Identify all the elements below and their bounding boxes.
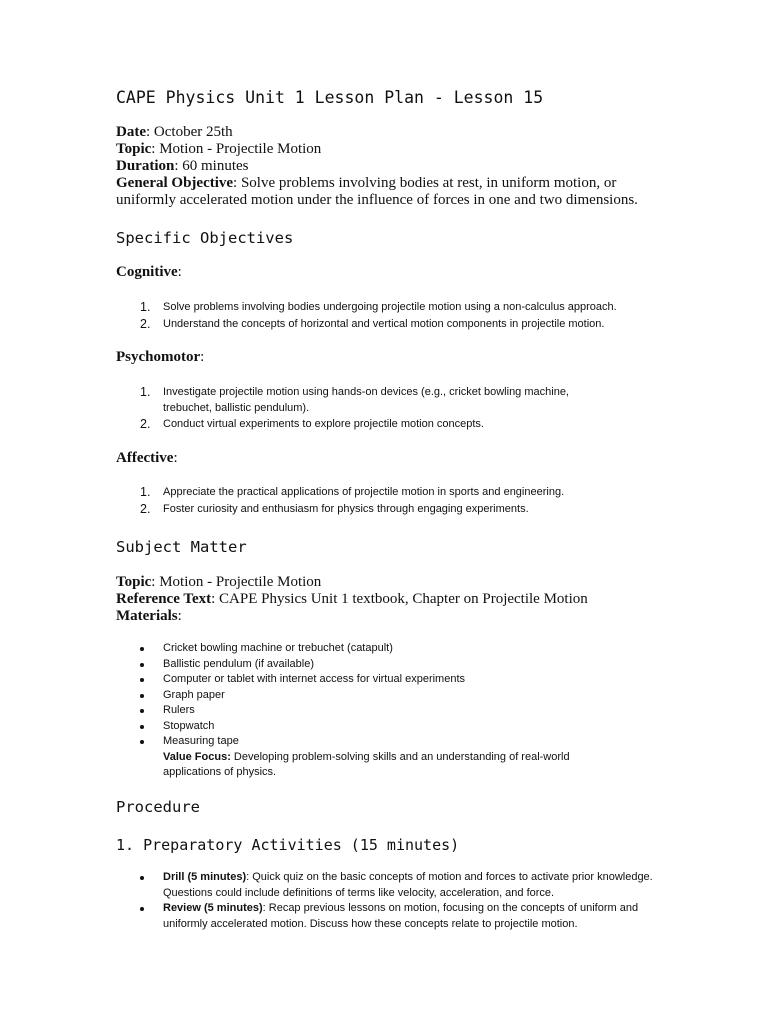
list-item: Rulers bbox=[116, 703, 676, 719]
drill-label: Drill (5 minutes) bbox=[163, 871, 247, 883]
affective-label: Affective: bbox=[116, 450, 178, 466]
bullet-icon bbox=[140, 694, 144, 698]
list-item bbox=[116, 870, 676, 901]
duration-label: Duration bbox=[116, 158, 175, 174]
general-objective-line bbox=[116, 175, 676, 209]
materials-list bbox=[116, 641, 676, 781]
topic-line bbox=[116, 141, 676, 158]
preparatory-activities-list bbox=[116, 870, 676, 932]
list-item: 2. Understand the concepts of horizontal and vertical motion components in projectile motion. bbox=[140, 316, 605, 331]
reference-line bbox=[116, 591, 676, 608]
list-item: Computer or tablet with internet access for virtual experiments bbox=[116, 672, 676, 688]
value-focus-text: Developing problem-solving skills and an understanding of real-world applications of physics. bbox=[163, 750, 570, 778]
subject-matter-meta bbox=[116, 574, 676, 625]
list-item: Measuring tape Value Focus: Developing problem-solving skills and an understanding of real-world applications of physics. bbox=[116, 734, 676, 781]
sm-topic-line bbox=[116, 574, 676, 591]
topic-label: Topic bbox=[116, 141, 152, 157]
bullet-icon bbox=[140, 725, 144, 729]
bullet-icon bbox=[140, 678, 144, 682]
page-title: CAPE Physics Unit 1 Lesson Plan - Lesson 15 bbox=[116, 88, 544, 107]
date-label: Date bbox=[116, 124, 146, 140]
value-focus-label: Value Focus: bbox=[163, 750, 231, 763]
list-item: 2. Foster curiosity and enthusiasm for physics through engaging experiments. bbox=[140, 501, 529, 516]
lesson-meta bbox=[116, 124, 676, 209]
psychomotor-list bbox=[116, 385, 676, 434]
drill-text: : Quick quiz on the basic concepts of motion and forces to activate prior knowledge. Questions could include definitions of terms like velocity, acceleration, and force. bbox=[163, 871, 653, 899]
general-objective-label: General Objective bbox=[116, 175, 234, 191]
preparatory-activities-heading: 1. Preparatory Activities (15 minutes) bbox=[116, 836, 460, 854]
topic-value: : Motion - Projectile Motion bbox=[151, 141, 322, 157]
sm-topic-label: Topic bbox=[116, 574, 152, 590]
bullet-icon bbox=[140, 907, 144, 911]
bullet-icon bbox=[140, 647, 144, 651]
psychomotor-label: Psychomotor: bbox=[116, 349, 205, 365]
list-item: Cricket bowling machine or trebuchet (catapult) bbox=[116, 641, 676, 657]
review-text: : Recap previous lessons on motion, focusing on the concepts of uniform and uniformly accelerated motion. Discuss how these concepts relate to projectile motion. bbox=[163, 902, 639, 930]
list-item: Ballistic pendulum (if available) bbox=[116, 657, 676, 673]
list-item: Stopwatch bbox=[116, 719, 676, 735]
list-item: 1. Solve problems involving bodies undergoing projectile motion using a non-calculus approach. bbox=[140, 300, 617, 314]
duration-value: : 60 minutes bbox=[174, 158, 249, 174]
list-item bbox=[116, 901, 676, 932]
specific-objectives-heading: Specific Objectives bbox=[116, 229, 294, 247]
general-objective-value: : Solve problems involving bodies at rest, in uniform motion, or uniformly accelerated motion under the influence of forces in one and two dimensions. bbox=[116, 175, 638, 208]
list-item: 1. Investigate projectile motion using hands-on devices (e.g., cricket bowling machine, trebuchet, ballistic pendulum). bbox=[140, 385, 569, 414]
bullet-icon bbox=[140, 663, 144, 667]
reference-value: : CAPE Physics Unit 1 textbook, Chapter on Projectile Motion bbox=[211, 591, 588, 607]
subject-matter-heading: Subject Matter bbox=[116, 538, 247, 556]
materials-line: Materials: bbox=[116, 608, 182, 624]
procedure-heading: Procedure bbox=[116, 798, 200, 816]
reference-label: Reference Text bbox=[116, 591, 212, 607]
bullet-icon bbox=[140, 876, 144, 880]
list-item: 2. Conduct virtual experiments to explore projectile motion concepts. bbox=[140, 417, 484, 431]
review-label: Review (5 minutes) bbox=[163, 902, 263, 914]
bullet-icon bbox=[140, 709, 144, 713]
duration-line bbox=[116, 158, 676, 175]
cognitive-label: Cognitive: bbox=[116, 264, 182, 280]
date-value: : October 25th bbox=[146, 124, 233, 140]
list-item: Graph paper bbox=[116, 688, 676, 704]
date-line bbox=[116, 124, 676, 141]
cognitive-list bbox=[116, 300, 676, 333]
sm-topic-value: : Motion - Projectile Motion bbox=[151, 574, 322, 590]
list-item: 1. Appreciate the practical applications of projectile motion in sports and engineering. bbox=[140, 485, 565, 499]
bullet-icon bbox=[140, 740, 144, 744]
affective-list bbox=[116, 485, 676, 518]
materials-label: Materials bbox=[116, 608, 178, 624]
